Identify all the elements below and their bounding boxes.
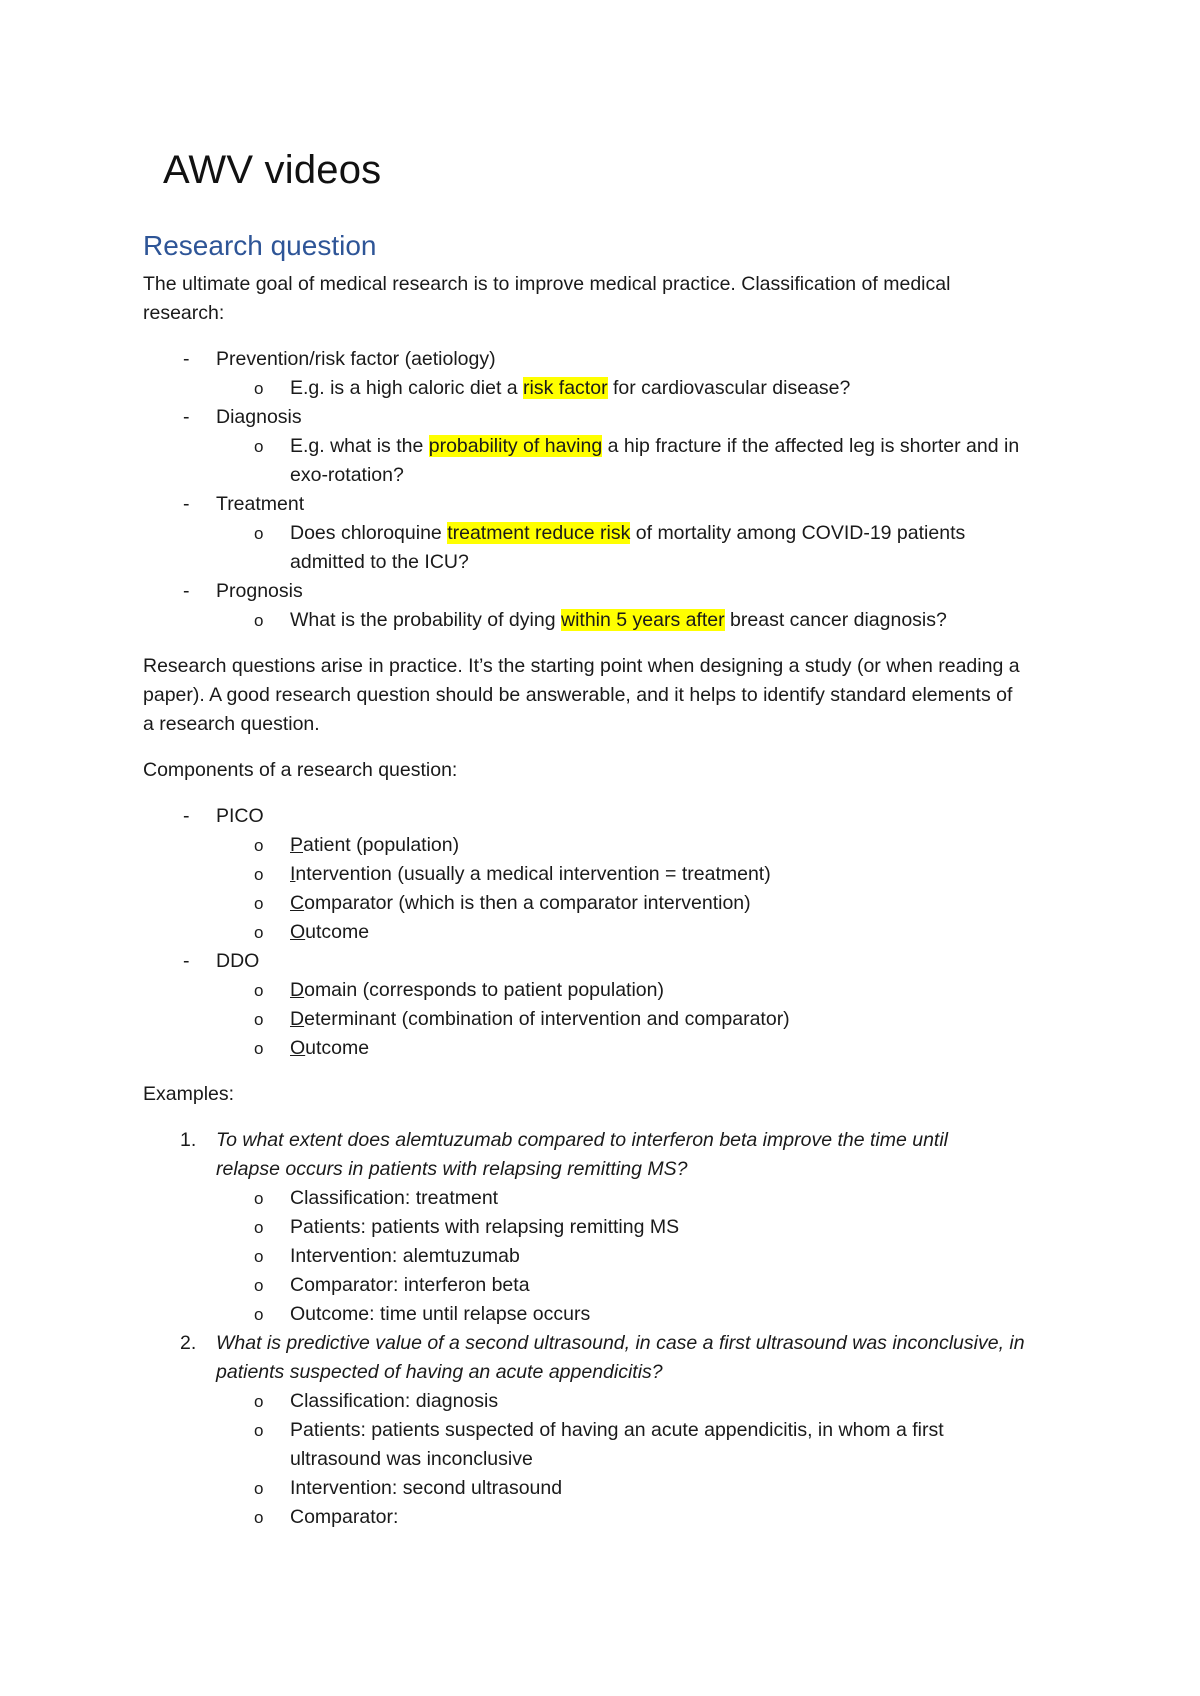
- section-heading: Research question: [143, 230, 377, 261]
- pico-item: Outcome: [290, 921, 370, 943]
- example-question: patients suspected of having an acute appendicitis?: [216, 1361, 663, 1383]
- example-item: Intervention: alemtuzumab: [290, 1245, 520, 1267]
- example-item-cont: ultrasound was inconclusive: [290, 1448, 533, 1470]
- circle-bullet-icon: o: [254, 1010, 264, 1029]
- example-item: Comparator: interferon beta: [290, 1274, 530, 1296]
- ddo-label: DDO: [216, 950, 260, 972]
- ddo-item: Domain (corresponds to patient population): [290, 979, 664, 1001]
- circle-bullet-icon: o: [254, 1508, 264, 1527]
- highlight: risk factor: [523, 377, 608, 399]
- example-item: Comparator:: [290, 1506, 399, 1528]
- classification-example: E.g. is a high caloric diet a risk factor for cardiovascular disease?: [290, 377, 851, 399]
- circle-bullet-icon: o: [254, 1247, 264, 1266]
- example-question: What is predictive value of a second ultrasound, in case a first ultrasound was inconclusive, in: [216, 1332, 1025, 1354]
- paragraph-line: Research questions arise in practice. It’s the starting point when designing a study (or when reading a: [143, 655, 1020, 677]
- example-question: To what extent does alemtuzumab compared to interferon beta improve the time until: [216, 1129, 949, 1151]
- circle-bullet-icon: o: [254, 1479, 264, 1498]
- example-item: Patients: patients suspected of having an acute appendicitis, in whom a first: [290, 1419, 944, 1441]
- circle-bullet-icon: o: [254, 524, 264, 543]
- classification-example-cont: exo-rotation?: [290, 464, 404, 486]
- dash-bullet: -: [183, 348, 190, 370]
- example-item: Classification: treatment: [290, 1187, 499, 1209]
- circle-bullet-icon: o: [254, 981, 264, 1000]
- classification-label: Diagnosis: [216, 406, 302, 428]
- circle-bullet-icon: o: [254, 865, 264, 884]
- circle-bullet-icon: o: [254, 1276, 264, 1295]
- highlight: probability of having: [428, 435, 603, 457]
- paragraph-line: a research question.: [143, 713, 320, 735]
- pico-item: Patient (population): [290, 834, 460, 856]
- ddo-item: Determinant (combination of intervention and comparator): [290, 1008, 790, 1030]
- classification-label: Prevention/risk factor (aetiology): [216, 348, 496, 370]
- circle-bullet-icon: o: [254, 923, 264, 942]
- example-number: 2.: [180, 1332, 197, 1354]
- example-item: Intervention: second ultrasound: [290, 1477, 563, 1499]
- examples-label: Examples:: [143, 1083, 235, 1105]
- classification-example: Does chloroquine treatment reduce risk of mortality among COVID-19 patients: [290, 522, 966, 544]
- highlight: treatment reduce risk: [447, 522, 631, 544]
- circle-bullet-icon: o: [254, 611, 264, 630]
- dash-bullet: -: [183, 493, 190, 515]
- pico-item: Comparator (which is then a comparator intervention): [290, 892, 751, 914]
- dash-bullet: -: [183, 406, 190, 428]
- intro-text-line: research:: [143, 302, 225, 324]
- circle-bullet-icon: o: [254, 379, 264, 398]
- highlight: within 5 years after: [560, 609, 725, 631]
- dash-bullet: -: [183, 580, 190, 602]
- circle-bullet-icon: o: [254, 1305, 264, 1324]
- classification-example: E.g. what is the probability of having a hip fracture if the affected leg is shorter and in: [290, 435, 1020, 457]
- components-label: Components of a research question:: [143, 759, 458, 781]
- classification-label: Prognosis: [216, 580, 303, 602]
- circle-bullet-icon: o: [254, 1039, 264, 1058]
- example-number: 1.: [180, 1129, 197, 1151]
- classification-example-cont: admitted to the ICU?: [290, 551, 469, 573]
- example-item: Outcome: time until relapse occurs: [290, 1303, 591, 1325]
- dash-bullet: -: [183, 805, 190, 827]
- example-item: Patients: patients with relapsing remitting MS: [290, 1216, 680, 1238]
- intro-text-line: The ultimate goal of medical research is to improve medical practice. Classification of medical: [143, 273, 951, 295]
- example-question: relapse occurs in patients with relapsing remitting MS?: [216, 1158, 688, 1180]
- example-item: Classification: diagnosis: [290, 1390, 499, 1412]
- circle-bullet-icon: o: [254, 437, 264, 456]
- pico-item: Intervention (usually a medical intervention = treatment): [290, 863, 771, 885]
- ddo-item: Outcome: [290, 1037, 370, 1059]
- circle-bullet-icon: o: [254, 836, 264, 855]
- classification-example: What is the probability of dying within 5 years after breast cancer diagnosis?: [290, 609, 947, 631]
- circle-bullet-icon: o: [254, 894, 264, 913]
- pico-label: PICO: [216, 805, 264, 827]
- document-title: AWV videos: [163, 148, 382, 192]
- circle-bullet-icon: o: [254, 1189, 264, 1208]
- classification-label: Treatment: [216, 493, 305, 515]
- circle-bullet-icon: o: [254, 1392, 264, 1411]
- dash-bullet: -: [183, 950, 190, 972]
- circle-bullet-icon: o: [254, 1218, 264, 1237]
- circle-bullet-icon: o: [254, 1421, 264, 1440]
- paragraph-line: paper). A good research question should be answerable, and it helps to identify standard elements of: [143, 684, 1013, 706]
